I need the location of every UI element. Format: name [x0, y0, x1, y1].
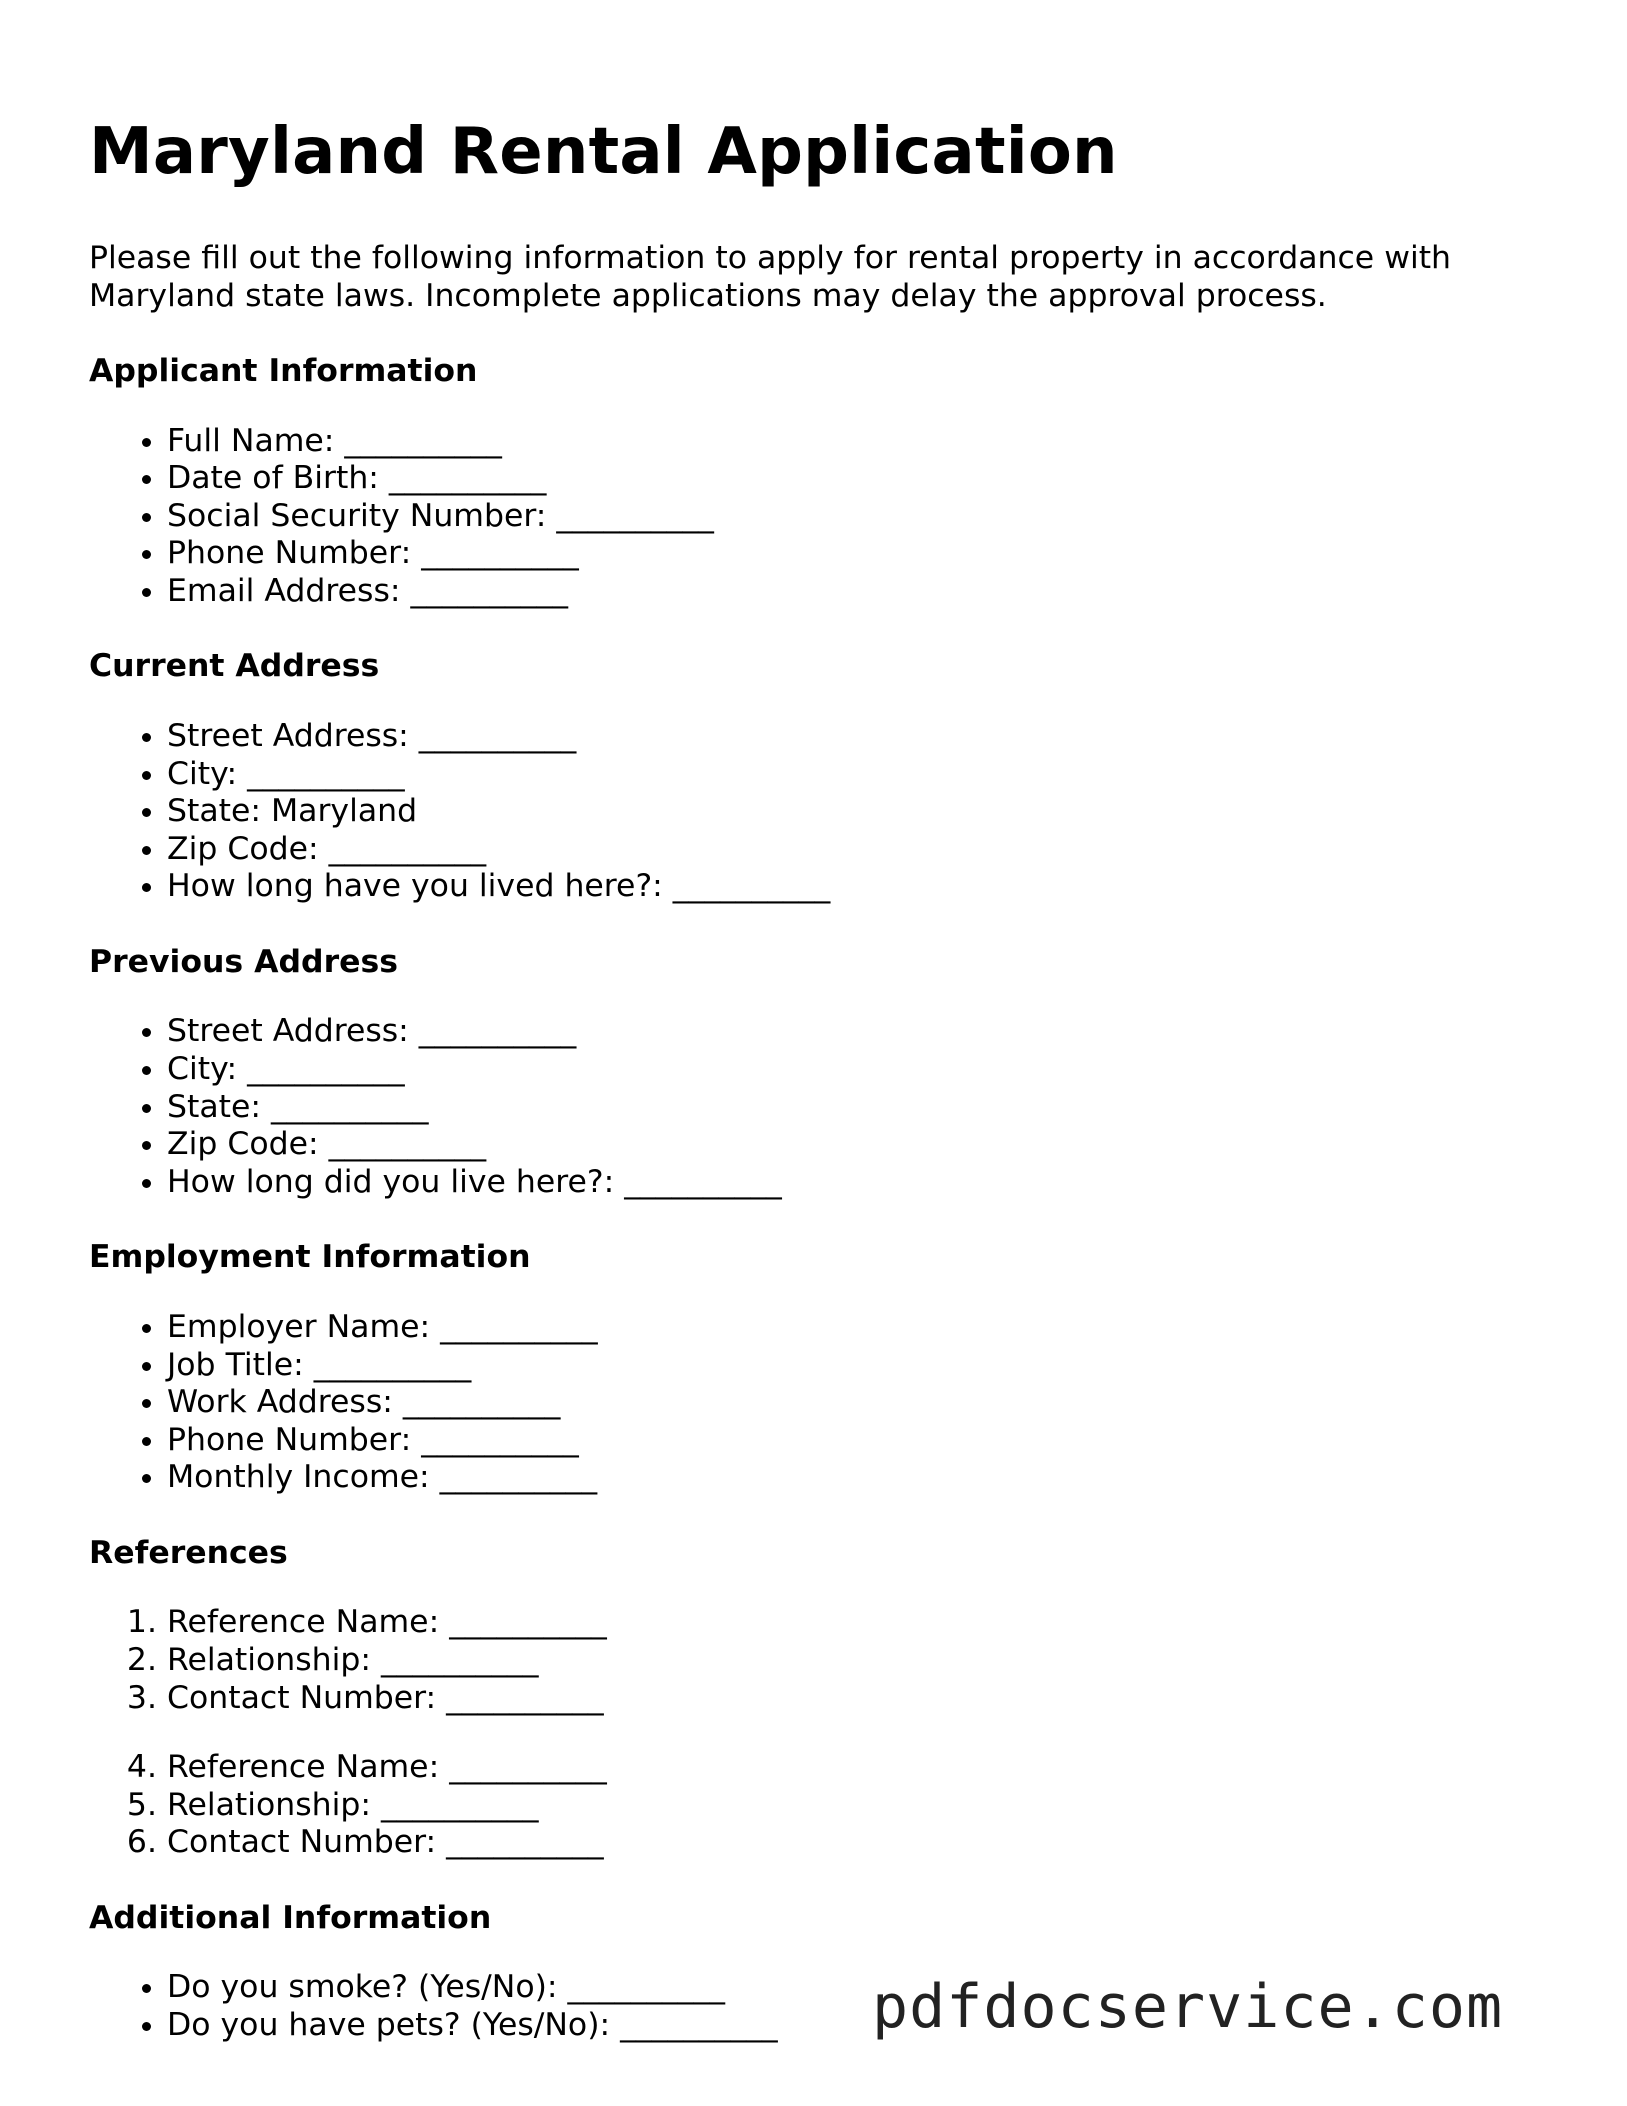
document-title: Maryland Rental Application — [89, 115, 1118, 189]
field-ssn: • Social Security Number: __________ — [167, 498, 1549, 536]
field-reference-1-contact: 3. Contact Number: __________ — [167, 1680, 1549, 1718]
field-current-zip: • Zip Code: __________ — [167, 831, 1549, 869]
field-reference-1-relationship: 2. Relationship: __________ — [167, 1642, 1549, 1680]
field-phone: • Phone Number: __________ — [167, 535, 1549, 573]
employment-field-list — [89, 1309, 1549, 1497]
previous-address-field-list — [89, 1013, 1549, 1201]
field-previous-street: • Street Address: __________ — [167, 1013, 1549, 1051]
current-address-field-list — [89, 718, 1549, 906]
field-job-title: • Job Title: __________ — [167, 1347, 1549, 1385]
section-heading-employment: Employment Information — [89, 1239, 531, 1276]
references-list-2 — [89, 1749, 1549, 1862]
field-smoke: • Do you smoke? (Yes/No): __________ — [167, 1969, 1549, 2007]
field-email: • Email Address: __________ — [167, 573, 1549, 611]
field-previous-state: • State: __________ — [167, 1089, 1549, 1127]
intro-paragraph: Please fill out the following information to apply for rental property in accordance with Maryland state laws. Incomplete applications may delay the approval process. — [89, 240, 1452, 314]
section-heading-applicant: Applicant Information — [89, 353, 478, 389]
field-employer-name: • Employer Name: __________ — [167, 1309, 1549, 1347]
field-previous-zip: • Zip Code: __________ — [167, 1126, 1549, 1164]
field-monthly-income: • Monthly Income: __________ — [167, 1459, 1549, 1497]
section-heading-references: References — [89, 1534, 288, 1571]
field-full-name: • Full Name: __________ — [167, 423, 1549, 461]
field-work-address: • Work Address: __________ — [167, 1384, 1549, 1422]
field-pets: • Do you have pets? (Yes/No): __________ — [167, 2007, 1549, 2045]
field-previous-city: • City: __________ — [167, 1051, 1549, 1089]
section-heading-additional: Additional Information — [89, 1899, 492, 1936]
field-work-phone: • Phone Number: __________ — [167, 1422, 1549, 1460]
field-previous-duration: • How long did you live here?: __________ — [167, 1164, 1549, 1202]
watermark-text: pdfdocservice.com — [872, 1972, 1504, 2042]
document-page — [89, 108, 1549, 2045]
field-reference-2-contact: 6. Contact Number: __________ — [167, 1824, 1549, 1862]
references-list-1 — [89, 1604, 1549, 1717]
field-current-street: • Street Address: __________ — [167, 718, 1549, 756]
field-reference-2-name: 4. Reference Name: __________ — [167, 1749, 1549, 1787]
field-reference-2-relationship: 5. Relationship: __________ — [167, 1787, 1549, 1825]
applicant-field-list — [89, 423, 1549, 611]
field-current-state: • State: Maryland — [167, 793, 1549, 831]
field-current-city: • City: __________ — [167, 756, 1549, 794]
section-heading-current-address: Current Address — [89, 648, 380, 685]
field-current-duration: • How long have you lived here?: __________ — [167, 868, 1549, 906]
section-heading-previous-address: Previous Address — [89, 943, 398, 980]
field-date-of-birth: • Date of Birth: __________ — [167, 460, 1549, 498]
field-reference-1-name: 1. Reference Name: __________ — [167, 1604, 1549, 1642]
